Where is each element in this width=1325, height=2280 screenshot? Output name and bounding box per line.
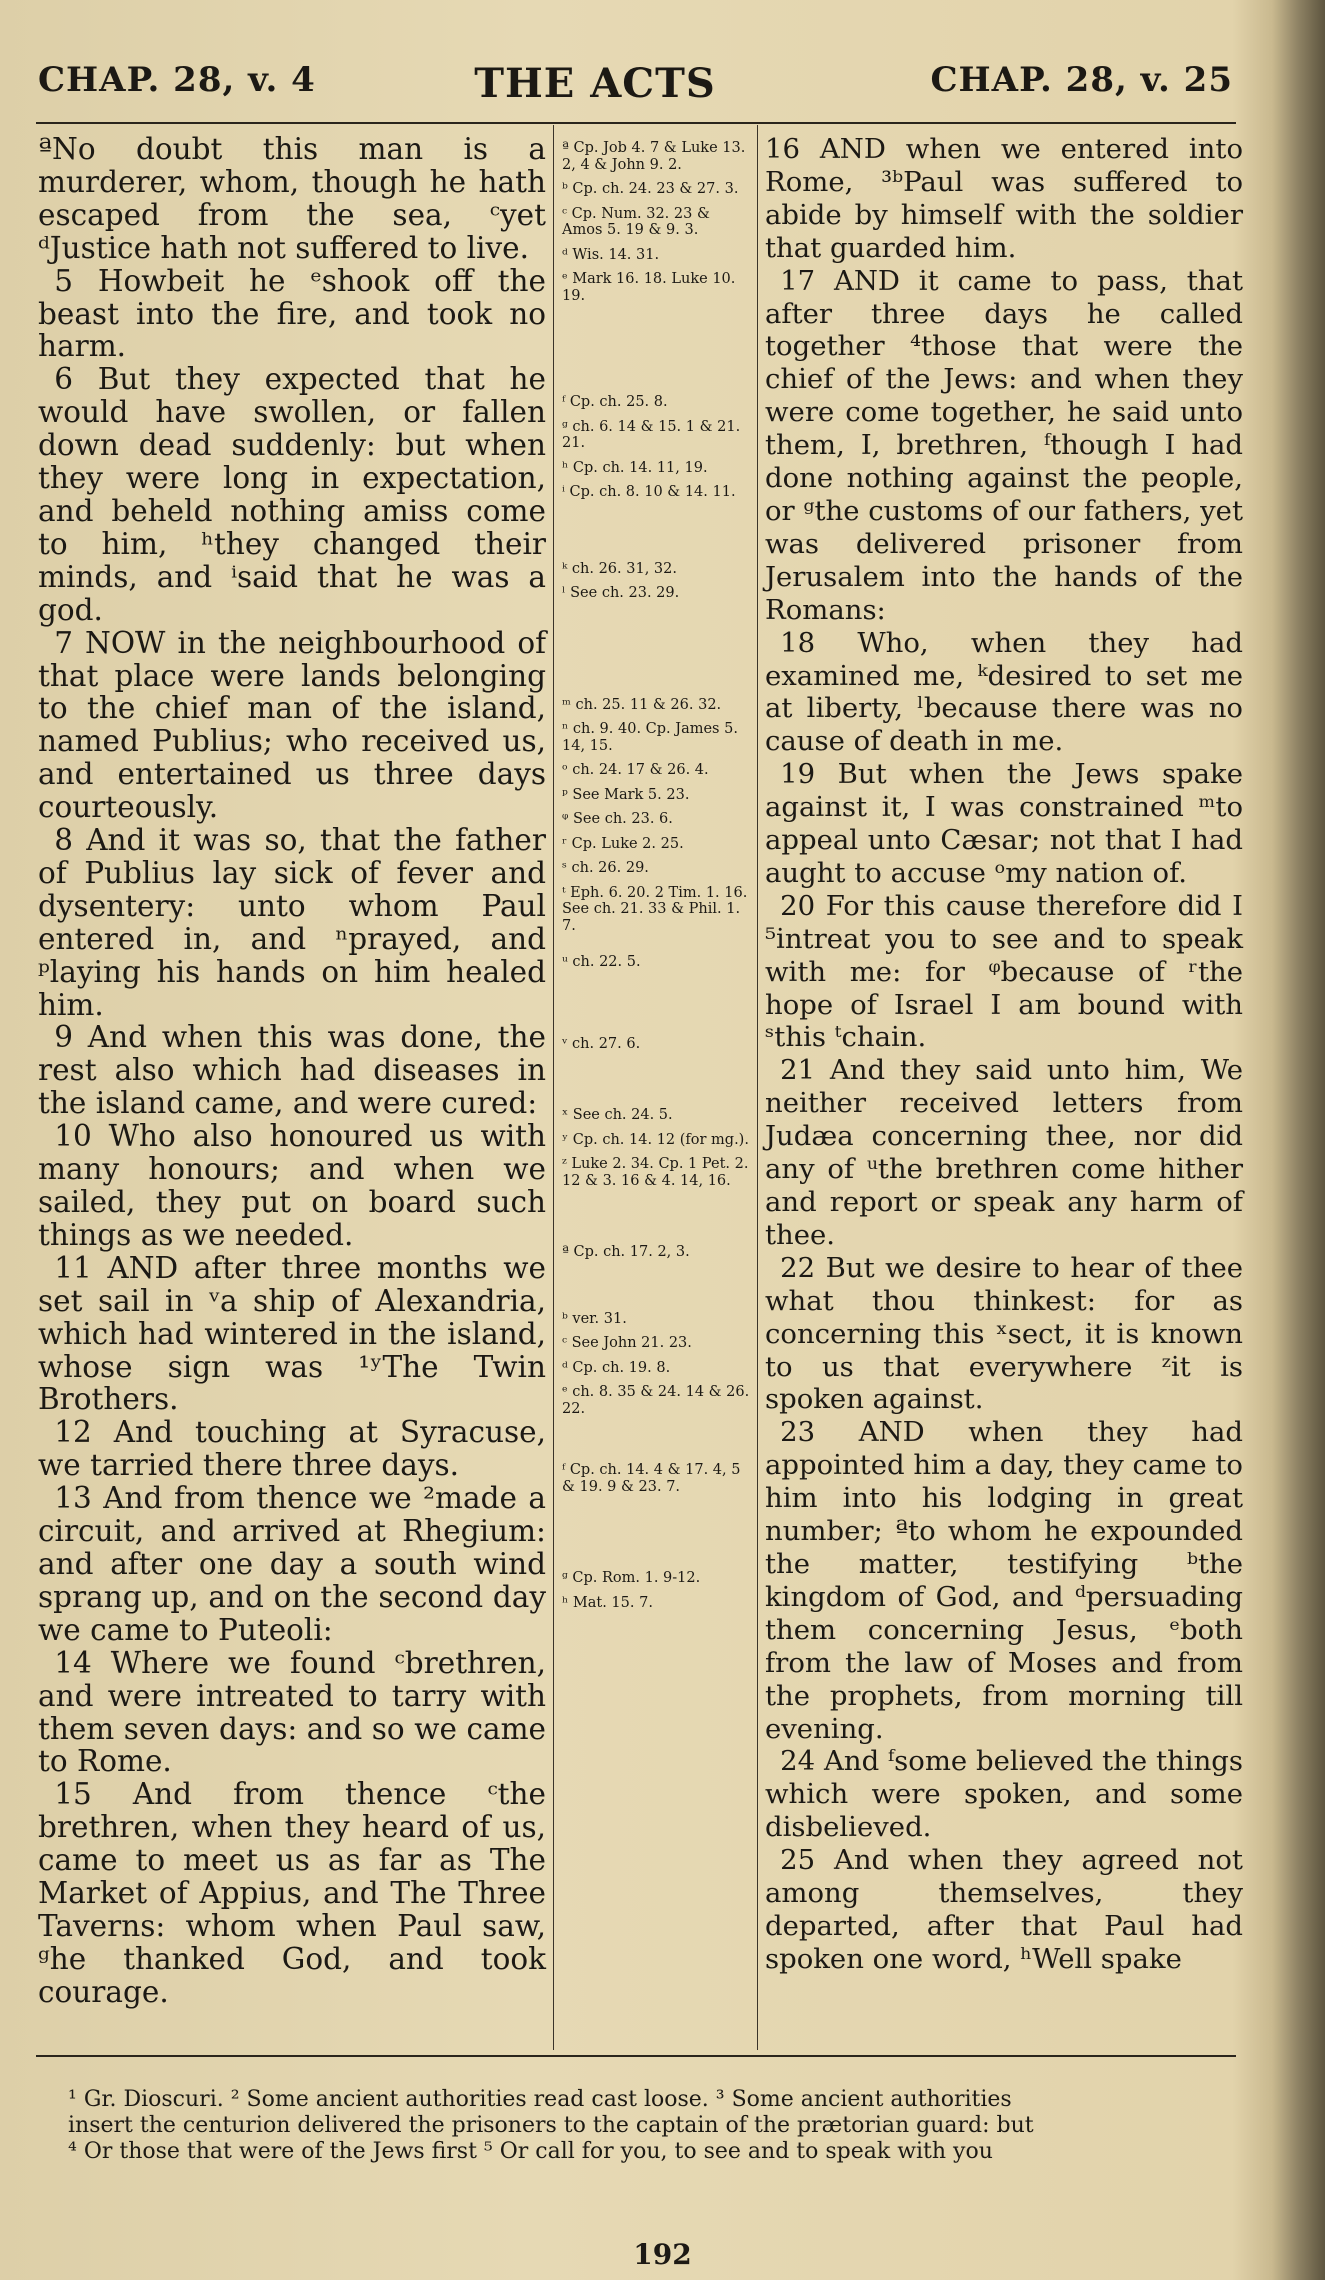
- xref-s: ˢ ch. 26. 29.: [562, 860, 649, 876]
- xref-b-2: ᵇ ver. 31.: [562, 1310, 627, 1327]
- xref-b-1: ᵇ Cp. ch. 24. 23 & 27. 3.: [562, 181, 739, 197]
- xref-g-1: ᵍ ch. 6. 14 & 15. 1 & 21. 21.: [562, 418, 741, 451]
- xref-a-1: ª Cp. Job 4. 7 & Luke 13. 2, 4 & John 9. 2.: [562, 140, 746, 173]
- verse-13: 13 And from thence we ²made a circuit, and arrived at Rhegium: and after one day a south wind sprang up, and on the second day we came to Puteoli:: [38, 1481, 546, 1647]
- running-header-title: THE ACTS: [474, 60, 716, 107]
- verse-11: 11 AND after three months we set sail in ᵛa ship of Alexandria, which had wintered in the island, whose sign was ¹ʸThe Twin Brothers.: [38, 1250, 546, 1417]
- verse-7: 7 NOW in the neighbourhood of that place were lands belonging to the chief man of the island, named Publius; who received us, and entertained us three days courteously.: [38, 625, 546, 825]
- verse-19: 19 But when the Jews spake against it, I was constrained ᵐto appeal unto Cæsar; not that I had aught to accuse ᵒmy nation of.: [765, 758, 1243, 889]
- verse-22: 22 But we desire to hear of thee what thou thinkest: for as concerning this ˣsect, it is known to us that everywhere ᶻit is spoken against.: [765, 1251, 1243, 1416]
- xref-x: ˣ See ch. 24. 5.: [562, 1107, 673, 1123]
- verse-6: 6 But they expected that he would have swollen, or fallen down dead suddenly: but when they were long in expectation, and beheld nothing amiss come to him, ʰthey changed their minds, and ⁱsaid that he was a god.: [38, 362, 546, 627]
- column-divider-right: [757, 125, 758, 2050]
- left-text-column: [38, 133, 546, 2009]
- verse-10: 10 Who also honoured us with many honours; and when we sailed, they put on board such things as we needed.: [38, 1119, 546, 1252]
- running-header-left: CHAP. 28, v. 4: [38, 60, 316, 100]
- verse-8: 8 And it was so, that the father of Publius lay sick of fever and dysentery: unto whom Paul entered in, and ⁿprayed, and ᵖlaying his hands on him healed him.: [38, 823, 546, 1022]
- xref-o: ᵒ ch. 24. 17 & 26. 4.: [562, 762, 709, 778]
- xref-q: ᵠ See ch. 23. 6.: [562, 811, 673, 827]
- xref-p: ᵖ See Mark 5. 23.: [562, 786, 690, 803]
- verse-21: 21 And they said unto him, We neither received letters from Judæa concerning thee, nor did any of ᵘthe brethren come hither and report or speak any harm of thee.: [765, 1054, 1243, 1251]
- cross-reference-column: [562, 140, 752, 1619]
- xref-c-1: ᶜ Cp. Num. 32. 23 & Amos 5. 19 & 9. 3.: [562, 205, 710, 238]
- xref-u: ᵘ ch. 22. 5.: [562, 954, 641, 970]
- verse-14: 14 Where we found ᶜbrethren, and were intreated to tarry with them seven days: and so we came to Rome.: [38, 1645, 546, 1779]
- xref-c-2: ᶜ See John 21. 23.: [562, 1335, 692, 1351]
- xref-d-2: ᵈ Cp. ch. 19. 8.: [562, 1359, 671, 1376]
- xref-d-1: ᵈ Wis. 14. 31.: [562, 246, 660, 263]
- xref-t: ᵗ Eph. 6. 20. 2 Tim. 1. 16. See ch. 21. 33 & Phil. 1. 7.: [562, 884, 748, 934]
- column-divider-left: [553, 125, 554, 2050]
- verse-9: 9 And when this was done, the rest also which had diseases in the island came, and were cured:: [38, 1020, 546, 1121]
- xref-h-1: ʰ Cp. ch. 14. 11, 19.: [562, 459, 708, 476]
- xref-z: ᶻ Luke 2. 34. Cp. 1 Pet. 2. 12 & 3. 16 & 4. 14, 16.: [562, 1156, 749, 1189]
- verse-18: 18 Who, when they had examined me, ᵏdesired to set me at liberty, ˡbecause there was no cause of death in me.: [765, 626, 1243, 758]
- xref-m: ᵐ ch. 25. 11 & 26. 32.: [562, 696, 722, 713]
- header-rule: [36, 122, 1236, 124]
- verse-16: 16 AND when we entered into Rome, ³ᵇPaul was suffered to abide by himself with the soldier that guarded him.: [765, 133, 1243, 264]
- xref-a-2: ª Cp. ch. 17. 2, 3.: [562, 1244, 690, 1260]
- xref-k: ᵏ ch. 26. 31, 32.: [562, 560, 677, 577]
- verse-25: 25 And when they agreed not among themselves, they departed, after that Paul had spoken one word, ʰWell spake: [765, 1844, 1243, 1975]
- running-header-right: CHAP. 28, v. 25: [930, 60, 1233, 100]
- verse-12: 12 And touching at Syracuse, we tarried there three days.: [38, 1415, 546, 1483]
- xref-f-2: ᶠ Cp. ch. 14. 4 & 17. 4, 5 & 19. 9 & 23. 7.: [562, 1462, 741, 1495]
- xref-r: ʳ Cp. Luke 2. 25.: [562, 835, 684, 852]
- xref-i-1: ⁱ Cp. ch. 8. 10 & 14. 11.: [562, 484, 736, 500]
- footnote-rule: [36, 2055, 1236, 2057]
- xref-n: ⁿ ch. 9. 40. Cp. James 5. 14, 15.: [562, 721, 738, 754]
- verse-15: 15 And from thence ᶜthe brethren, when they heard of us, came to meet us as far as The Market of Appius, and The Three Taverns: whom when Paul saw, ᵍhe thanked God, and took courage.: [38, 1777, 546, 2009]
- xref-y: ʸ Cp. ch. 14. 12 (for mg.).: [562, 1131, 749, 1148]
- xref-e-2: ᵉ ch. 8. 35 & 24. 14 & 26. 22.: [562, 1384, 750, 1417]
- verse-23: 23 AND when they had appointed him a day, they came to him into his lodging in great number; ªto whom he expounded the matter, testifying ᵇthe kingdom of God, and ᵈpersuading them concerning Jesus, ᵉboth from the law of Moses and from the prophets, from morning till evening.: [765, 1416, 1243, 1745]
- footnotes: [68, 2087, 1248, 2165]
- verse-17: 17 AND it came to pass, that after three days he called together ⁴those that were the chief of the Jews: and when they were come together, he said unto them, I, brethren, ᶠthough I had done nothing against the people, or ᵍthe customs of our fathers, yet was delivered prisoner from Jerusalem into the hands of the Romans:: [765, 264, 1243, 626]
- xref-v: ᵛ ch. 27. 6.: [562, 1035, 641, 1052]
- verse-24: 24 And ᶠsome believed the things which were spoken, and some disbelieved.: [765, 1745, 1243, 1844]
- xref-g-2: ᵍ Cp. Rom. 1. 9-12.: [562, 1570, 701, 1586]
- page-number: 192: [633, 2238, 692, 2271]
- verse-4: ªNo doubt this man is a murderer, whom, though he hath escaped from the sea, ᶜyet ᵈJustice hath not suffered to live.: [38, 132, 546, 265]
- right-text-column: [765, 133, 1243, 1976]
- xref-f-1: ᶠ Cp. ch. 25. 8.: [562, 394, 668, 410]
- verse-5: 5 Howbeit he ᵉshook off the beast into the fire, and took no harm.: [38, 263, 546, 364]
- verse-20: 20 For this cause therefore did I ⁵intreat you to see and to speak with me: for ᵠbecause of ʳthe hope of Israel I am bound with ˢthis ᵗchain.: [765, 889, 1243, 1054]
- xref-l: ˡ See ch. 23. 29.: [562, 585, 680, 601]
- xref-h-2: ʰ Mat. 15. 7.: [562, 1594, 653, 1611]
- footnote-line-3: ⁴ Or those that were of the Jews first ⁵ Or call for you, to see and to speak with you: [68, 2139, 993, 2164]
- xref-e-1: ᵉ Mark 16. 18. Luke 10. 19.: [562, 271, 736, 304]
- footnote-line-2: insert the centurion delivered the prisoners to the captain of the prætorian guard: but: [68, 2113, 1034, 2138]
- footnote-line-1: ¹ Gr. Dioscuri. ² Some ancient authorities read cast loose. ³ Some ancient authorities: [68, 2087, 1012, 2112]
